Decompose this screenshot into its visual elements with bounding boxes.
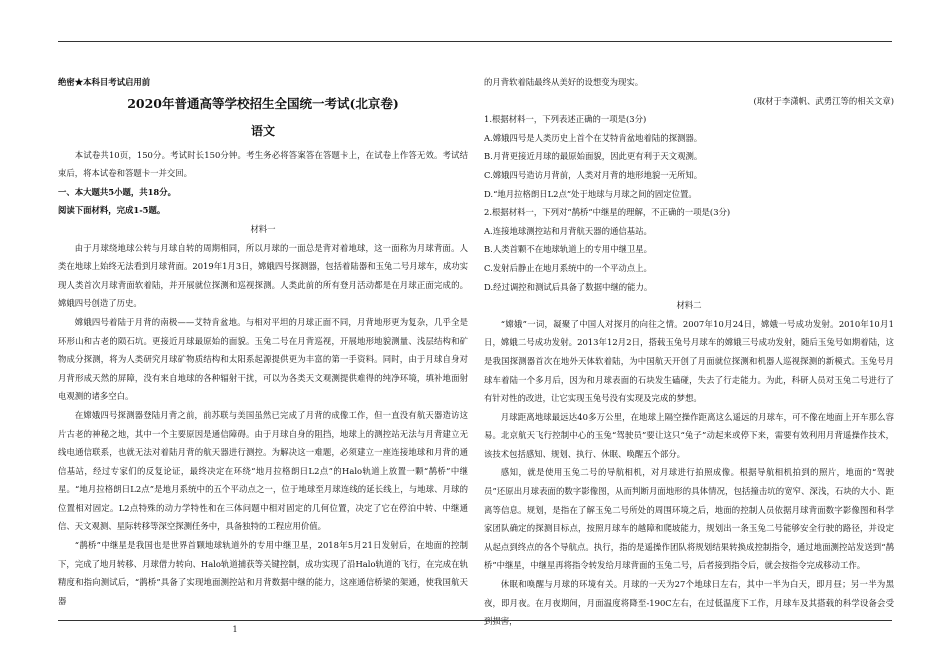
question-option: B.月背更接近月球的最原始面貌，因此更有利于天文观测。: [484, 151, 703, 162]
bottom-rule: [58, 620, 892, 621]
instructions: 本试卷共10页，150分。考试时长150分钟。考生务必将答案答在答题卡上，在试卷上作答无效。考试结束后，将本试卷和答题卡一并交回。: [58, 149, 468, 179]
material-one-paragraph: 由于月球绕地球公转与月球自转的周期相同，所以月球的一面总是背对着地球，这一面称为月球背面。人类在地球上始终无法看到月球背面。2019年1月3日，嫦娥四号探测器，包括着陆器和玉兔二号月球车，成功实现人类首次月球背面软着陆，并开展就位探测和巡视探测。人类此前的所有登月活动都是在月球正面完成的。嫦娥四号创造了历史。: [58, 242, 468, 309]
top-rule: [58, 41, 892, 42]
left-column: [58, 73, 468, 610]
question-option: D.“地月拉格朗日L2点”处于地球与月球之间的固定位置。: [484, 188, 697, 199]
reading-heading: 阅读下面材料，完成1-5题。: [58, 205, 166, 216]
material-two-paragraph: 感知，就是使用玉兔二号的导航相机，对月球进行拍照成像。根据导航相机拍到的照片，地面的“驾驶员”还原出月球表面的数字影像图，从而判断月面地形的具体情况，包括撞击坑的宽窄、深浅，石块的大小、距离等信息。规划，是指在了解玉兔二号所处的周围环境之后，地面的控制人员依据月球背面数字影像图和科学家团队确定的探测目标点，按照月球车的越障和爬坡能力，规划出一条玉兔二号能够安全行驶的路径，并设定从起点到终点的各个导航点。执行，指的是遥操作团队将规划结果转换成控制指令，通过地面测控站发送到“鹊桥”中继星，中继星再将指令转发给月球背面的玉兔二号，后者接到指令后，就会按指令完成移动工作。: [484, 467, 894, 571]
section-heading: 一、本大题共5小题，共18分。: [58, 186, 176, 197]
question-option: D.经过调控和测试后具备了数据中继的能力。: [484, 281, 653, 292]
question-option: A.嫦娥四号是人类历史上首个在艾特肯盆地着陆的探测器。: [484, 132, 703, 143]
material-two-paragraph: 休眠和唤醒与月球的环境有关。月球的一天为27个地球日左右，其中一半为白天，即月昼；另一半为黑夜，即月夜。在月夜期间，月面温度将降至-190C左右，在过低温度下工作，月球车及其搭载的科学设备会受到损害，: [484, 579, 894, 627]
question-stem: 1.根据材料一，下列表述正确的一项是(3分): [484, 114, 647, 125]
material-two-paragraph: 月球距离地球最远达40多万公里，在地球上隔空操作距离这么遥远的月球车，可不像在地面上开车那么容易。北京航天飞行控制中心的玉兔“驾驶员”要让这只“兔子”动起来或停下来，需要有效利用月背遥操作技术，该技术包括感知、规划、执行、休眠、唤醒五个部分。: [484, 411, 894, 459]
exam-title: 2020年普通高等学校招生全国统一考试(北京卷): [127, 95, 399, 111]
material-one-paragraph: 嫦娥四号着陆于月背的南极——艾特肯盆地。与相对平坦的月球正面不同，月背地形更为复杂，几乎全是环形山和古老的陨石坑。更接近月球最原始的面貌。玉兔二号在月背巡视，开展地形地貌测量、浅层结构和矿物成分探测，将为人类研究月球矿物质结构和太阳系起源提供更为丰富的第一手资料。同时，由于月球自身对月背形成天然的屏障，没有来自地球的各种辐射干扰，可以为各类天文观测提供难得的纯净环境，填补地面射电观测的诸多空白。: [58, 316, 468, 402]
material-one-continuation: 的月背软着陆最终从美好的设想变为现实。: [484, 77, 644, 87]
right-column: [484, 73, 894, 631]
subject-title: 语文: [250, 123, 275, 138]
confidential-note: 绝密★本科目考试启用前: [58, 77, 151, 87]
material-one-paragraph: 在嫦娥四号探测器登陆月背之前，前苏联与美国虽然已完成了月背的成像工作，但一直没有航天器造访这片古老的神秘之地，其中一个主要原因是通信障碍。由于月球自身的阻挡，地球上的测控站无法与月背建立无线电通信联系，也就无法对着陆月背的航天器进行测控。为解决这一难题，必须建立一座连接地球和月背的通信基站，经过专家们的反复论证，最终决定在环绕“地月拉格朗日L2点”的Halo轨道上放置一颗“鹊桥”中继星。“地月拉格朗日L2点”是地月系统中的五个平动点之一，位于地球至月球连线的延长线上，与地球、月球的位置相对固定。L2点特殊的动力学特性和在三体问题中相对固定的几何位置，决定了它在停泊中转、中继通信、天文观测、星际转移等深空探测任务中，具备独特的工程应用价值。: [58, 409, 468, 532]
page-number: 1: [232, 625, 238, 634]
question-option: B.人类首颗不在地球轨道上的专用中继卫星。: [484, 244, 652, 255]
question-stem: 2.根据材料一，下列对“鹊桥”中继星的理解，不正确的一项是(3分): [484, 207, 731, 218]
question-option: A.连接地球测控站和月背航天器的通信基站。: [484, 225, 652, 236]
material-one-paragraph: “鹊桥”中继星是我国也是世界首颗地球轨道外的专用中继卫星，2018年5月21日发射后，在地面的控制下，完成了地月转移、月球借力转向、Halo轨道捕获等关键控制，成功实现了沿Halo轨道的飞行，在完成在轨精度和指向测试后，“鹊桥”具备了实现地面测控站和月背数据中继的能力，这座通信桥梁的架通，使我国航天器: [58, 540, 468, 606]
material-one-label: 材料一: [250, 223, 276, 234]
question-option: C.嫦娥四号造访月背前，人类对月背的地形地貌一无所知。: [484, 169, 703, 180]
source-note: (取材于李潇帆、武勇江等的相关文章): [753, 95, 894, 106]
material-two-paragraph: “嫦娥”一词，凝聚了中国人对探月的向往之情。2007年10月24日，嫦娥一号成功发射。2010年10月1日，嫦娥二号成功发射。2013年12月2日，搭载玉兔号月球车的嫦娥三号成功发射，随后玉兔号如期着陆，这是我国探测器首次在地外天体软着陆，为中国航天开创了月面就位探测和机器人巡视探测的新模式。玉兔号月球车着陆一个多月后，因为和月球表面的石块发生磕碰，失去了行走能力。为此，科研人员对玉兔二号进行了有针对性的改进，让它实现玉兔号没有实现及完成的梦想。: [484, 318, 894, 404]
question-option: C.发射后静止在地月系统中的一个平动点上。: [484, 262, 652, 273]
material-two-label: 材料二: [676, 300, 702, 311]
